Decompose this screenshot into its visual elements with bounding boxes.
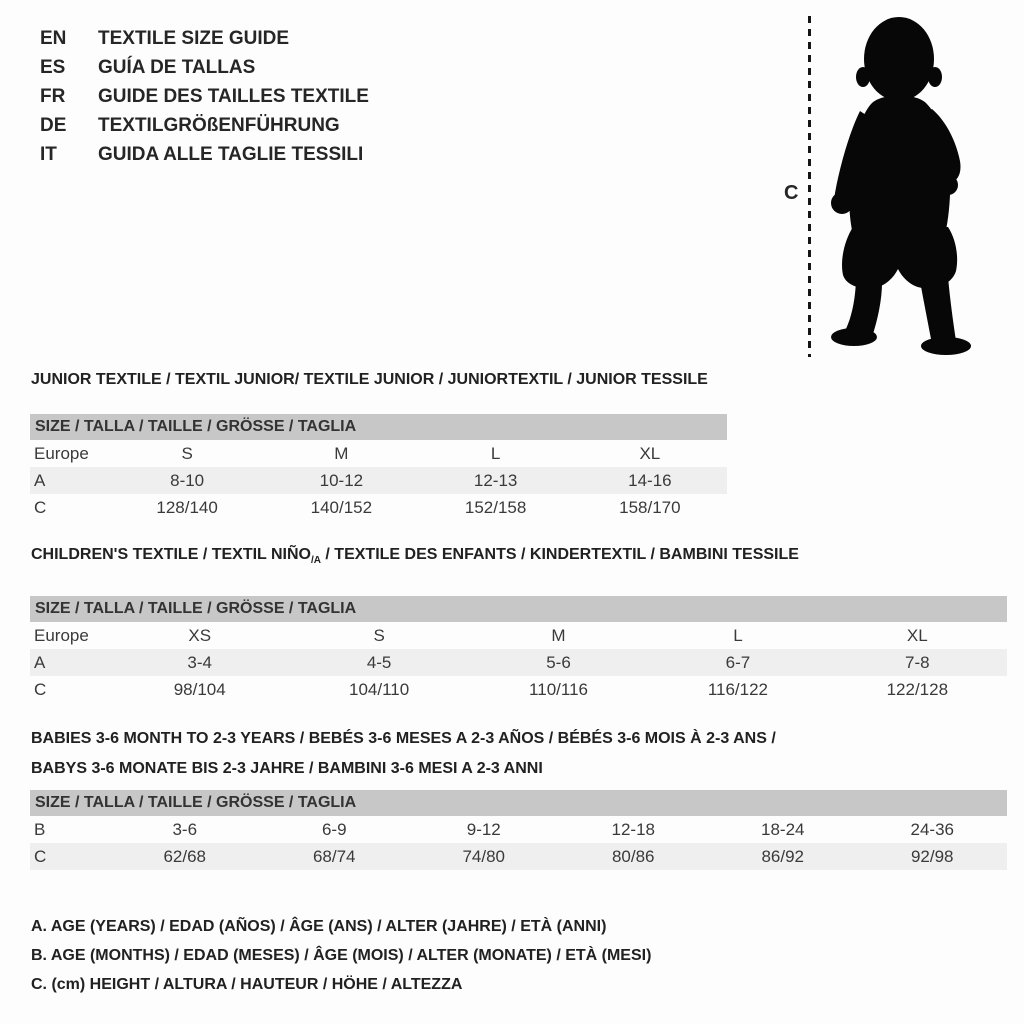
height-value: 68/74 [312, 846, 356, 866]
children-table-header: SIZE / TALLA / TAILLE / GRÖSSE / TAGLIA [30, 596, 1007, 622]
measurement-legend [31, 912, 651, 999]
age-value: 8-10 [170, 470, 205, 490]
table-row-europe [30, 622, 1007, 649]
height-value: 62/68 [163, 846, 207, 866]
legend-line-b: B. AGE (MONTHS) / EDAD (MESES) / ÂGE (MOIS) / ALTER (MONATE) / ETÀ (MESI) [31, 947, 652, 964]
row-label: A [34, 470, 46, 490]
table-row-height [30, 494, 727, 521]
junior-section-heading: JUNIOR TEXTILE / TEXTIL JUNIOR/ TEXTILE JUNIOR / JUNIORTEXTIL / JUNIOR TESSILE [31, 371, 708, 388]
junior-table-header: SIZE / TALLA / TAILLE / GRÖSSE / TAGLIA [30, 414, 727, 440]
language-code: DE [40, 115, 67, 136]
height-value: 110/116 [529, 679, 588, 699]
language-title: GUÍA DE TALLAS [98, 57, 256, 78]
children-heading-suffix: / TEXTILE DES ENFANTS / KINDERTEXTIL / BAMBINI TESSILE [320, 546, 799, 563]
toddler-silhouette-icon [820, 13, 982, 357]
language-code: EN [40, 28, 67, 49]
height-value: 140/152 [310, 497, 373, 517]
age-value: 10-12 [319, 470, 364, 490]
age-value: 24-36 [910, 819, 954, 839]
size-value: S [373, 625, 385, 645]
age-value: 6-7 [725, 652, 751, 672]
height-value: 152/158 [464, 497, 527, 517]
size-value: XL [639, 443, 661, 463]
language-row-de [40, 111, 369, 140]
table-row-age-months [30, 816, 1007, 843]
language-code: FR [40, 86, 66, 107]
height-value: 92/98 [910, 846, 954, 866]
language-code: ES [40, 57, 66, 78]
height-value: 116/122 [707, 679, 769, 699]
language-row-en [40, 24, 369, 53]
row-label: B [34, 819, 46, 839]
table-row-age [30, 467, 727, 494]
age-value: 4-5 [366, 652, 392, 672]
babies-table-header: SIZE / TALLA / TAILLE / GRÖSSE / TAGLIA [30, 790, 1007, 816]
language-title: TEXTILGRÖßENFÜHRUNG [98, 115, 340, 136]
size-value: XS [188, 625, 212, 645]
height-value: 158/170 [619, 497, 681, 517]
language-row-fr [40, 82, 369, 111]
language-title: GUIDA ALLE TAGLIE TESSILI [98, 144, 364, 165]
height-value: 98/104 [173, 679, 226, 699]
children-section-heading [31, 546, 799, 566]
height-value: 80/86 [611, 846, 655, 866]
age-value: 12-13 [473, 470, 518, 490]
babies-size-table [30, 790, 1007, 870]
height-value: 104/110 [349, 679, 410, 699]
language-title: TEXTILE SIZE GUIDE [98, 28, 290, 49]
age-value: 9-12 [466, 819, 501, 839]
age-value: 3-6 [172, 819, 198, 839]
language-list [40, 24, 369, 169]
table-row-age [30, 649, 1007, 676]
age-value: 6-9 [321, 819, 347, 839]
height-value: 86/92 [761, 846, 805, 866]
age-value: 14-16 [628, 470, 672, 490]
table-row-height [30, 676, 1007, 703]
height-value: 128/140 [156, 497, 218, 517]
height-dotted-line [808, 16, 811, 357]
age-value: 7-8 [905, 652, 930, 672]
row-label: A [34, 652, 46, 672]
size-value: S [181, 443, 193, 463]
language-code: IT [40, 144, 57, 165]
language-title: GUIDE DES TAILLES TEXTILE [98, 86, 369, 107]
babies-section-heading [31, 724, 776, 784]
height-measure-label: C [784, 182, 799, 204]
row-label: Europe [34, 443, 89, 463]
babies-heading-line2: BABYS 3-6 MONATE BIS 2-3 JAHRE / BAMBINI 3-6 MESI A 2-3 ANNI [31, 760, 543, 777]
language-row-it [40, 140, 369, 169]
babies-heading-line1: BABIES 3-6 MONTH TO 2-3 YEARS / BEBÉS 3-6 MESES A 2-3 AÑOS / BÉBÉS 3-6 MOIS À 2-3 ANS / [31, 730, 776, 747]
age-value: 18-24 [761, 819, 805, 839]
table-row-europe [30, 440, 727, 467]
children-heading-prefix: CHILDREN'S TEXTILE / TEXTIL NIÑO [31, 546, 311, 563]
legend-line-c: C. (cm) HEIGHT / ALTURA / HAUTEUR / HÖHE / ALTEZZA [31, 976, 463, 993]
children-heading-subscript: /A [310, 555, 321, 566]
row-label: C [34, 679, 47, 699]
table-row-height [30, 843, 1007, 870]
age-value: 12-18 [611, 819, 655, 839]
size-value: XL [906, 625, 928, 645]
legend-line-a: A. AGE (YEARS) / EDAD (AÑOS) / ÂGE (ANS) / ALTER (JAHRE) / ETÀ (ANNI) [31, 918, 607, 935]
size-value: L [490, 443, 501, 463]
age-value: 3-4 [187, 652, 212, 672]
height-value: 74/80 [462, 846, 506, 866]
row-label: Europe [34, 625, 89, 645]
size-value: M [551, 625, 566, 645]
size-value: L [733, 625, 743, 645]
size-value: M [334, 443, 349, 463]
junior-size-table [30, 414, 727, 521]
row-label: C [34, 497, 47, 517]
row-label: C [34, 846, 47, 866]
language-row-es [40, 53, 369, 82]
children-size-table [30, 596, 1007, 703]
age-value: 5-6 [546, 652, 571, 672]
height-value: 122/128 [886, 679, 949, 699]
